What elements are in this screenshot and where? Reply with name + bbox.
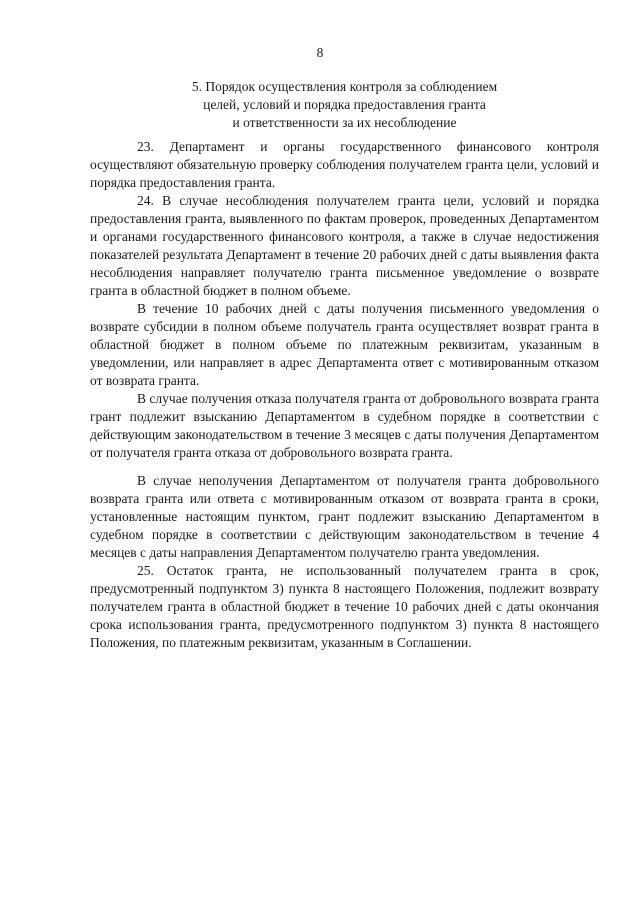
page-number: 8 [316,45,324,60]
paragraph-refusal-recovery: В случае получения отказа получателя гранта от добровольного возврата гранта грант подлежит взысканию Департаментом в судебном порядке в соответствии с действующим законодательством в течение 3 месяцев с даты получения Департаментом от получателя гранта отказа от добровольного возврата гранта. [90,391,599,460]
paragraph-23: 23. Департамент и органы государственного финансового контроля осуществляют обязательную проверку соблюдения получателем гранта цели, условий и порядка предоставления гранта. [90,139,599,190]
paragraph-25: 25. Остаток гранта, не использованный получателем гранта в срок, предусмотренный подпунктом 3) пункта 8 настоящего Положения, подлежит возврату получателем гранта в областной бюджет в течение 10 рабочих дней с даты окончания срока использования гранта, предусмотренного подпунктом 3) пункта 8 настоящего Положения, по платежным реквизитам, указанным в Соглашении. [90,563,599,650]
document-body [90,138,599,652]
paragraph-24: 24. В случае несоблюдения получателем гранта цели, условий и порядка предоставления гранта, выявленного по фактам проверок, проведенных Департаментом и органами государственного финансового контроля, а также в случае недостижения показателей результата Департамент в течение 20 рабочих дней с даты выявления факта несоблюдения направляет получателю гранта письменное уведомление о возврате гранта в областной бюджет в полном объеме. [90,193,599,298]
paragraph-no-response-recovery: В случае неполучения Департаментом от получателя гранта добровольного возврата гранта или ответа с мотивированным отказом от возврата гранта в сроки, установленные настоящим пунктом, грант подлежит взысканию Департаментом в судебном порядке в соответствии с действующим законодательством в течение 4 месяцев с даты направления Департаментом получателю гранта уведомления. [90,473,599,560]
section-title-line: 5. Порядок осуществления контроля за соблюдением [191,79,498,94]
section-title-line: целей, условий и порядка предоставления гранта [203,97,486,112]
section-title-line: и ответственности за их несоблюдение [232,115,457,130]
section-title [90,78,599,132]
paragraph-return-procedure: В течение 10 рабочих дней с даты получения письменного уведомления о возврате субсидии в полном объеме получатель гранта осуществляет возврат гранта в областной бюджет в полном объеме по платежным реквизитам, указанным в уведомлении, или направляет в адрес Департамента ответ с мотивированным отказом от возврата гранта. [90,301,599,388]
